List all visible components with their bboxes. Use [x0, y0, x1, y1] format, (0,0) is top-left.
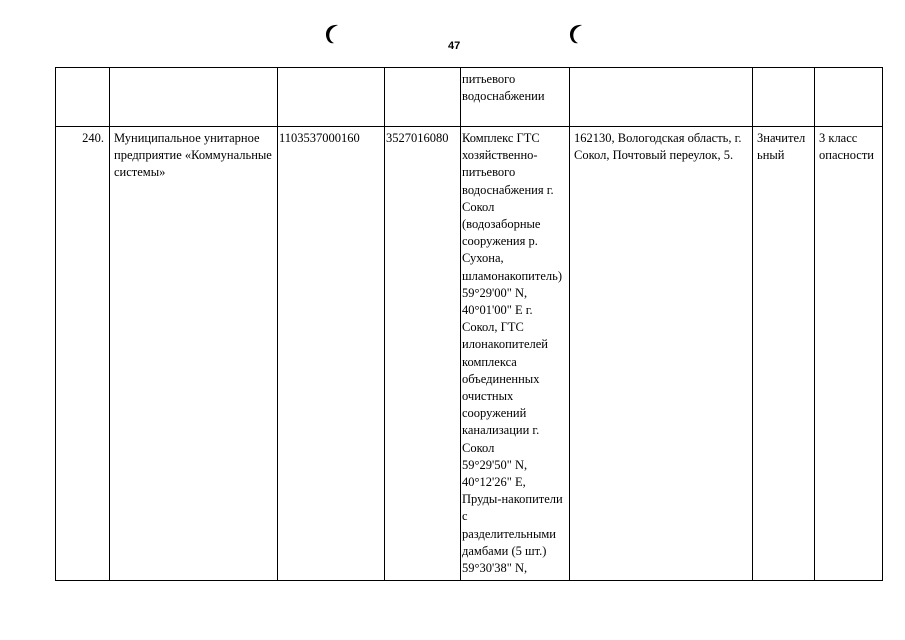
row-number: 240.	[56, 127, 110, 581]
description-line: очистных	[462, 389, 514, 404]
description-line: питьевого	[462, 72, 516, 86]
description-line: Комплекс ГТС	[462, 131, 540, 145]
description-line: илонакопителей	[462, 337, 548, 352]
description-line: питьевого	[462, 165, 516, 180]
description-line: Пруды-накопители	[462, 492, 563, 507]
description-line: с	[462, 509, 468, 524]
table-cell	[570, 68, 753, 127]
description-line: дамбами (5 шт.)	[462, 543, 547, 558]
description-line: водоснабжении	[462, 89, 545, 104]
significance-line: ьный	[757, 148, 785, 163]
description-line: 40°01'00" E г.	[462, 303, 533, 318]
description-line: 59°30'38" N,	[462, 561, 528, 576]
table-row	[56, 127, 883, 581]
organization-name: Муниципальное унитарное предприятие «Коммунальные системы»	[110, 127, 278, 581]
description-line: 40°12'26" E,	[462, 475, 526, 490]
description-line: водоснабжения г.	[462, 182, 554, 197]
description-line: Сокол, ГТС	[462, 320, 524, 335]
significance-cell	[753, 127, 815, 581]
table-row	[56, 68, 883, 127]
hazard-class-cell: 3 класс опасности	[815, 127, 883, 581]
description-line: Сокол	[462, 199, 495, 214]
description-cell	[461, 127, 570, 581]
page-number: 47	[448, 40, 461, 52]
description-line: 59°29'50" N,	[462, 457, 528, 472]
description-line: комплекса	[462, 354, 517, 369]
description-line: шламонакопитель)	[462, 268, 562, 283]
description-line: (водозаборные	[462, 217, 541, 232]
significance-line: Значител	[757, 131, 806, 145]
description-line: 59°29'00" N,	[462, 285, 528, 300]
table-cell	[815, 68, 883, 127]
table-cell	[278, 68, 385, 127]
inn-cell: 3527016080	[385, 127, 461, 581]
table-cell	[110, 68, 278, 127]
corner-mark-icon	[566, 22, 586, 46]
description-line: разделительными	[462, 526, 556, 541]
table-cell	[385, 68, 461, 127]
registry-table	[55, 67, 883, 581]
description-line: объединенных	[462, 371, 540, 386]
description-line: Сухона,	[462, 251, 504, 266]
table-cell	[56, 68, 110, 127]
description-line: сооружений	[462, 406, 527, 421]
ogrn-cell: 1103537000160	[278, 127, 385, 581]
address-cell: 162130, Вологодская область, г. Сокол, Почтовый переулок, 5.	[570, 127, 753, 581]
description-line: сооружения р.	[462, 234, 538, 249]
description-line: хозяйственно-	[462, 148, 538, 163]
corner-mark-icon	[322, 22, 342, 46]
description-line: канализации г.	[462, 423, 540, 438]
table-cell	[753, 68, 815, 127]
description-cell	[461, 68, 570, 127]
description-line: Сокол	[462, 440, 495, 455]
